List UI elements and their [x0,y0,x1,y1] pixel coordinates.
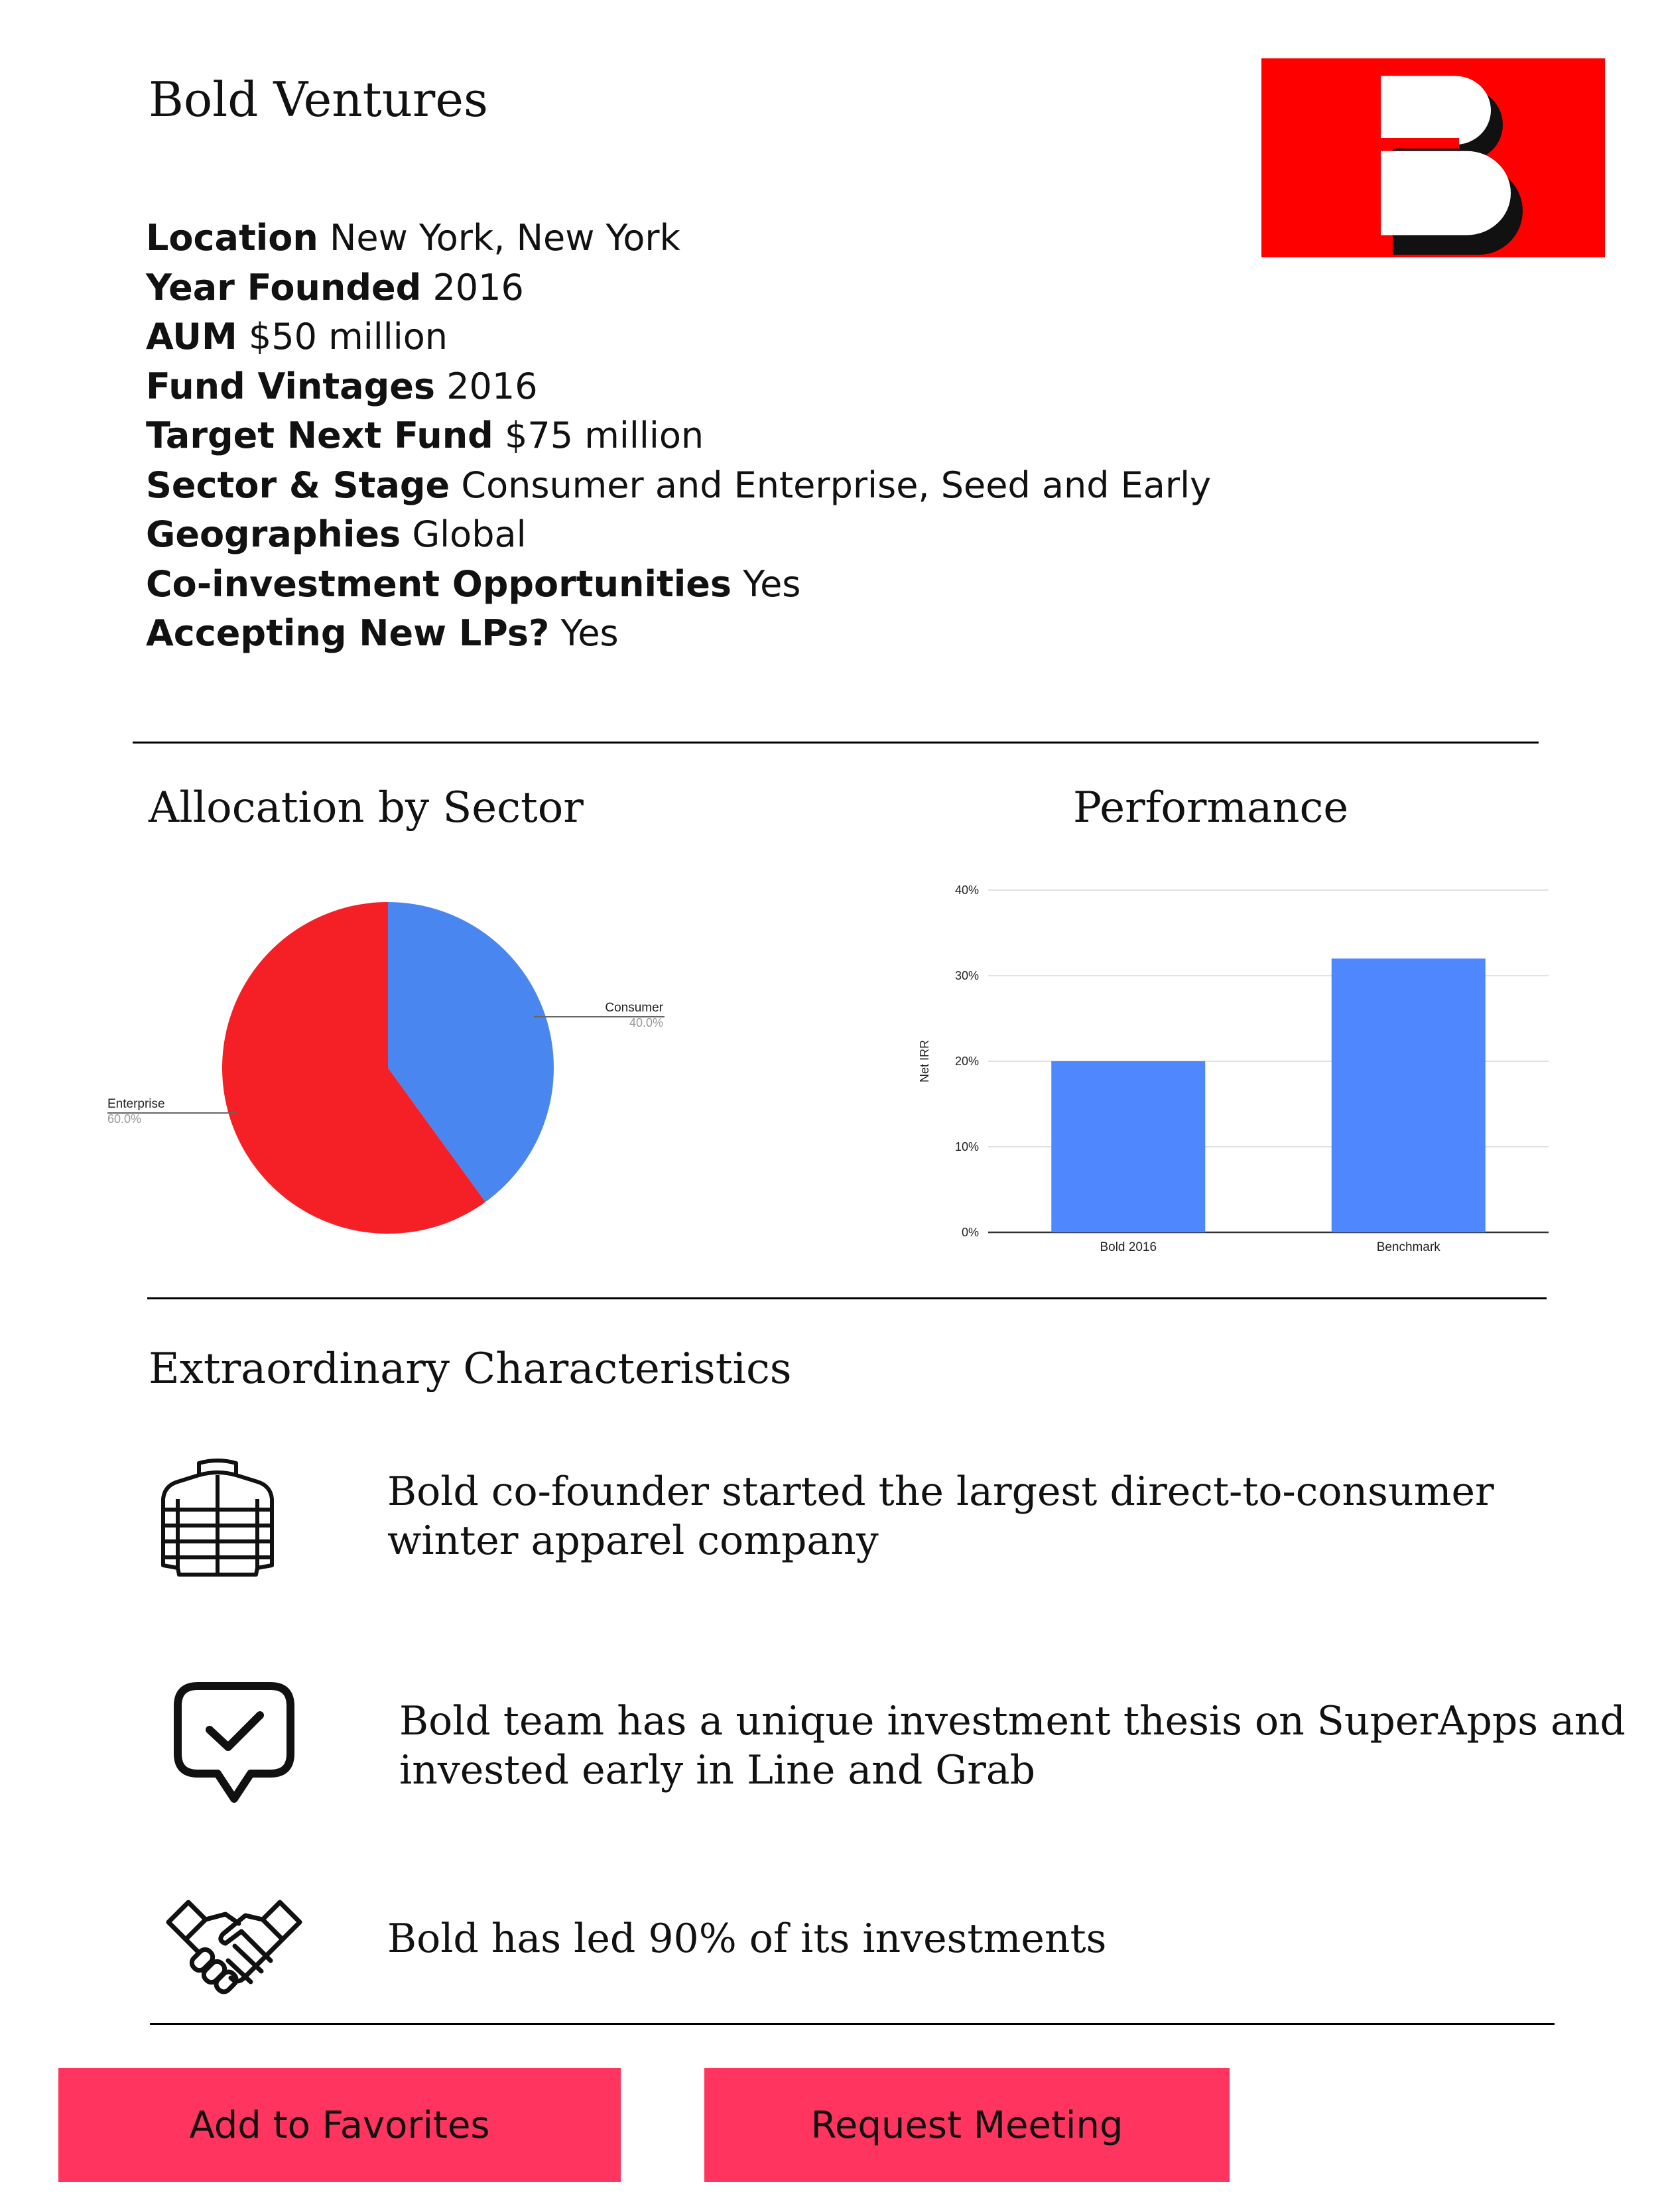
x-tick-label: Benchmark [1376,1240,1440,1254]
bar-benchmark [1332,958,1486,1232]
consumer-slice-label: Consumer [605,1001,663,1015]
divider-bottom [150,2023,1555,2025]
info-geographies: Geographies Global [146,513,527,555]
info-co-investment: Co-investment Opportunities Yes [146,562,801,605]
y-tick-label: 10% [954,1140,979,1153]
divider-top [133,742,1539,744]
characteristic-3-text: Bold has led 90% of its investments [387,1916,1107,1962]
fund-title: Bold Ventures [149,72,488,127]
allocation-pie-chart [86,862,783,1260]
bar-bold-2016 [1051,1061,1205,1232]
y-tick-label: 0% [961,1226,979,1239]
info-year-founded: Year Founded 2016 [146,266,524,308]
x-tick-label: Bold 2016 [1100,1240,1157,1254]
y-tick-label: 40% [954,883,979,897]
request-meeting-button[interactable]: Request Meeting [704,2068,1230,2182]
characteristic-1-text: Bold co-founder started the largest direct-to-consumer winter apparel company [387,1468,1494,1564]
characteristic-2-text: Bold team has a unique investment thesis on SuperApps and invested early in Line and Grab [399,1698,1626,1793]
fund-info [146,214,1211,659]
performance-heading: Performance [1073,783,1349,832]
characteristics-heading: Extraordinary Characteristics [149,1344,792,1394]
info-aum: AUM $50 million [146,316,448,358]
info-accepting-lps: Accepting New LPs? Yes [146,612,619,654]
y-tick-label: 30% [954,969,979,982]
y-tick-label: 20% [954,1055,979,1068]
handshake-icon [164,1897,304,2003]
enterprise-slice-label: Enterprise [107,1097,165,1111]
divider-middle [147,1297,1547,1299]
info-sector-stage: Sector & Stage Consumer and Enterprise, Seed and Early [146,464,1212,506]
performance-bar-chart [902,862,1565,1260]
y-axis-label: Net IRR [918,1039,931,1083]
info-fund-vintages: Fund Vintages 2016 [146,365,538,407]
add-to-favorites-button[interactable]: Add to Favorites [58,2068,621,2182]
bold-logo [1261,58,1605,257]
jacket-icon [151,1457,284,1583]
consumer-slice-percent: 40.0% [629,1016,663,1029]
info-target-next-fund: Target Next Fund $75 million [146,415,704,456]
allocation-heading: Allocation by Sector [149,783,584,832]
enterprise-slice-percent: 60.0% [107,1112,142,1126]
info-location: Location New York, New York [146,217,680,259]
checkmark-bubble-icon [171,1681,297,1807]
